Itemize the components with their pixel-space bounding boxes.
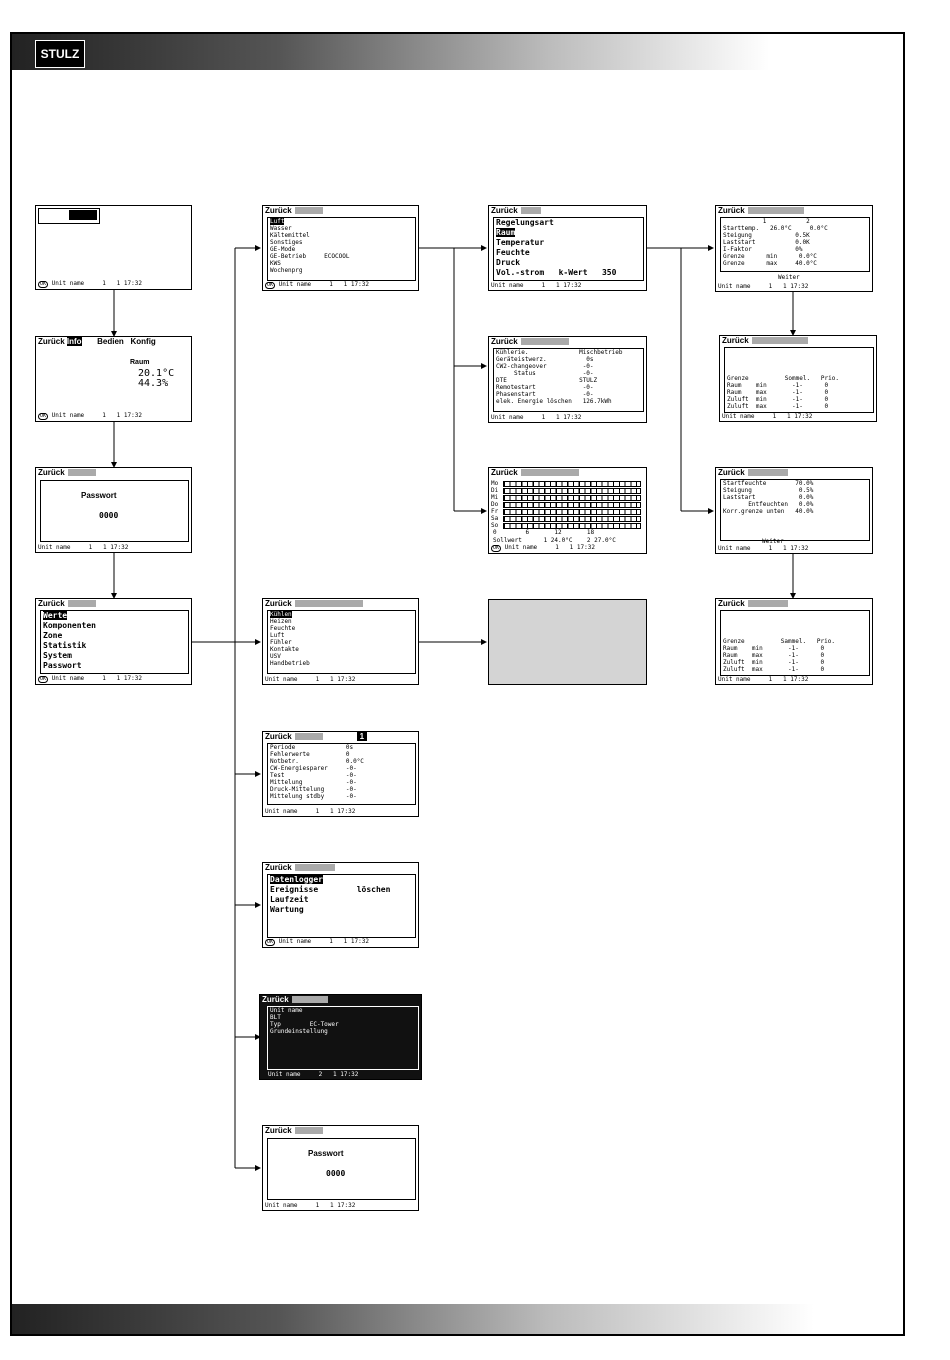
list-item[interactable]: Steigung 0.5% <box>723 487 814 494</box>
list-item[interactable]: Komponenten <box>43 621 96 630</box>
list-item[interactable]: Zone <box>43 631 63 640</box>
list-item[interactable]: Statistik <box>43 641 87 650</box>
list-item[interactable]: Ereignisse löschen <box>270 885 391 894</box>
back-button[interactable]: Zurück <box>265 599 292 608</box>
day-label: Mi <box>491 494 499 501</box>
list-item[interactable]: Mittelung stdby -0- <box>270 793 357 800</box>
list-item[interactable]: Feuchte <box>496 248 530 257</box>
list-item[interactable]: Wochenprg <box>270 267 303 274</box>
week-row[interactable] <box>491 480 644 487</box>
tab-bedien[interactable]: Bedien <box>97 337 124 346</box>
day-slots[interactable] <box>503 523 641 529</box>
list-item[interactable]: Wasser <box>270 225 292 232</box>
day-label: Mo <box>491 480 499 487</box>
list-item[interactable]: Startfeuchte 70.0% <box>723 480 814 487</box>
status-icons <box>38 208 100 224</box>
back-button[interactable]: Zurück <box>38 468 65 477</box>
screen-statistik <box>262 862 419 948</box>
status-line: Unit name 1 1 17:32 <box>265 808 356 815</box>
selected-item[interactable]: Kühlen <box>270 611 292 618</box>
list-item[interactable]: Zuluft max -1- 0 <box>727 403 829 410</box>
screen-grenze-1 <box>719 335 877 422</box>
back-button[interactable]: Zurück <box>491 468 518 477</box>
list-item[interactable]: Status -0- <box>496 370 594 377</box>
week-row[interactable] <box>491 515 644 522</box>
ok-icon: OK <box>40 281 47 287</box>
list-item[interactable]: CW-Energiesparer -0- <box>270 765 357 772</box>
list-item[interactable]: Grundeinstellung <box>270 1028 328 1035</box>
back-button[interactable]: Zurück <box>718 599 745 608</box>
status-line: Unit name 1 1 17:32 <box>491 282 582 289</box>
status-line: Unit name 1 1 17:32 <box>51 412 142 419</box>
list-item[interactable]: Kühlerie. Mischbetrieb <box>496 349 623 356</box>
list-item[interactable]: Phasenstart -0- <box>496 391 594 398</box>
list-item[interactable]: Temperatur <box>496 238 545 247</box>
list-item[interactable]: Zuluft max -1- 0 <box>723 666 825 673</box>
week-row[interactable] <box>491 487 644 494</box>
list-item[interactable]: Geräteistwerz. 0s <box>496 356 594 363</box>
list-item[interactable]: Kältemittel <box>270 232 310 239</box>
back-button[interactable]: Zurück <box>265 206 292 215</box>
list-item[interactable]: DTE STULZ <box>496 377 598 384</box>
list-item[interactable]: Sonstiges <box>270 239 303 246</box>
list-item[interactable]: Fühler <box>270 639 292 646</box>
password-input[interactable]: 0000 <box>326 1169 346 1178</box>
day-label: Sa <box>491 515 499 522</box>
status-line: Unit name 1 1 17:32 <box>504 544 595 551</box>
status-line: Unit name 1 1 17:32 <box>38 544 129 551</box>
list-item[interactable]: Remotestart -0- <box>496 384 594 391</box>
screen-placeholder <box>488 599 647 685</box>
list-item[interactable]: Regelungsart <box>496 218 554 227</box>
list-item[interactable]: Raum max -1- 0 <box>727 389 829 396</box>
list-item[interactable]: Mittelung -0- <box>270 779 357 786</box>
list-item[interactable]: Feuchte <box>270 625 296 632</box>
list-item[interactable] <box>268 875 415 885</box>
ok-icon: OK <box>40 413 47 419</box>
list-item[interactable]: Handbetrieb <box>270 660 310 667</box>
screen-password <box>35 467 192 553</box>
selected-item[interactable]: Luft <box>270 218 285 225</box>
back-button[interactable]: Zurück <box>38 599 65 608</box>
day-slots[interactable] <box>503 488 641 494</box>
status-line: Unit name 1 1 17:32 <box>718 283 809 290</box>
list-item[interactable]: Fehlerwerte 0 <box>270 751 350 758</box>
day-slots[interactable] <box>503 509 641 515</box>
ok-icon: OK <box>267 939 274 945</box>
list-item[interactable]: Druck <box>496 258 521 267</box>
status-line: Unit name 1 1 17:32 <box>278 281 369 288</box>
list-item[interactable]: Vol.-strom k-Wert 350 <box>496 268 617 277</box>
screen-temperatur <box>715 205 873 292</box>
list-item[interactable]: Zuluft min -1- 0 <box>727 396 829 403</box>
list-item[interactable]: USV <box>270 653 281 660</box>
list-item[interactable]: Entfeuchten 0.0% <box>723 501 814 508</box>
list-item[interactable]: GE-Mode <box>270 246 296 253</box>
list-item[interactable]: Periode 0s <box>270 744 354 751</box>
list-item[interactable]: Kontakte <box>270 646 299 653</box>
list-item[interactable]: Laufzeit <box>270 895 309 904</box>
list-item[interactable] <box>494 228 643 238</box>
day-slots[interactable] <box>503 516 641 522</box>
selected-item[interactable]: Datenlogger <box>270 875 323 884</box>
back-button[interactable]: Zurück <box>718 468 745 477</box>
list-item[interactable]: Grenze Sammel. Prio. <box>723 638 835 645</box>
tab-info[interactable]: Info <box>66 337 82 346</box>
hum-value: 44.3% <box>138 378 169 389</box>
list-item[interactable]: Korr.grenze unten 40.0% <box>723 508 814 515</box>
week-row[interactable] <box>491 501 644 508</box>
back-button[interactable]: Zurück <box>265 732 292 741</box>
status-line: Unit name 1 1 17:32 <box>718 545 809 552</box>
status-line: Unit name 1 1 17:32 <box>278 938 369 945</box>
list-item[interactable]: Passwort <box>43 661 82 670</box>
brand-logo: STULZ <box>35 40 85 68</box>
screen-menu <box>35 598 192 685</box>
list-item[interactable] <box>268 611 415 618</box>
status-line: Unit name 1 1 17:32 <box>265 1202 356 1209</box>
password-input[interactable]: 0000 <box>99 511 119 520</box>
selected-item[interactable]: Werte <box>43 611 68 620</box>
back-button[interactable]: Zurück <box>38 337 65 346</box>
temp-value: 20.1°C <box>138 368 175 379</box>
zone-badge: 1 <box>357 732 367 741</box>
list-item[interactable]: I-Faktor 0% <box>723 246 803 253</box>
list-item[interactable]: Raum max -1- 0 <box>723 652 825 659</box>
list-item[interactable]: Heizen <box>270 618 292 625</box>
day-label: Do <box>491 501 499 508</box>
list-item[interactable]: Test -0- <box>270 772 357 779</box>
day-slots[interactable] <box>503 481 641 487</box>
status-line: Unit name 1 1 17:32 <box>51 675 142 682</box>
selected-item[interactable]: Raum <box>496 228 516 237</box>
back-button[interactable]: Zurück <box>265 863 292 872</box>
tab-konfig[interactable]: Konfig <box>130 337 156 346</box>
list-item[interactable]: Raum min -1- 0 <box>723 645 825 652</box>
status-line: Unit name 1 1 17:32 <box>722 413 813 420</box>
setpoint-line: Sollwert 1 24.0°C 2 27.0°C <box>493 537 616 544</box>
screen-werte <box>262 205 419 291</box>
screen-feuchte <box>715 467 873 554</box>
back-button[interactable]: Zurück <box>491 206 518 215</box>
list-item[interactable]: Laststart 0.0K <box>723 239 810 246</box>
back-button[interactable]: Zurück <box>722 336 749 345</box>
day-label: Fr <box>491 508 499 515</box>
back-button[interactable]: Zurück <box>262 995 289 1004</box>
back-button[interactable]: Zurück <box>491 337 518 346</box>
list-item[interactable]: Grenze Sommel. Prio. <box>727 375 839 382</box>
status-line: Unit name 1 1 17:32 <box>491 414 582 421</box>
room-label: Raum <box>130 359 150 366</box>
list-item[interactable]: System <box>43 651 72 660</box>
list-item[interactable] <box>41 611 188 621</box>
day-slots[interactable] <box>503 502 641 508</box>
next-button[interactable]: Weiter <box>778 274 800 281</box>
list-item[interactable]: CW2-changeover -0- <box>496 363 594 370</box>
screen-system <box>259 994 422 1080</box>
status-line: Unit name 1 1 17:32 <box>718 676 809 683</box>
screen-password-2 <box>262 1125 419 1211</box>
list-item[interactable]: Laststart 0.0% <box>723 494 814 501</box>
list-item[interactable]: BLT <box>270 1014 281 1021</box>
list-item[interactable]: elek. Energie löschen 126.7kWh <box>496 398 612 405</box>
week-row[interactable] <box>491 494 644 501</box>
list-item[interactable]: Unit name <box>270 1007 303 1014</box>
status-line: Unit name 2 1 17:32 <box>268 1071 359 1078</box>
list-item[interactable]: Typ EC-Tower <box>270 1021 339 1028</box>
password-label: Passwort <box>81 491 117 500</box>
day-label: Di <box>491 487 499 494</box>
day-label: So <box>491 522 499 529</box>
next-button[interactable]: Weiter <box>762 538 784 545</box>
list-item[interactable]: Starttemp. 26.0°C 0.0°C <box>723 225 828 232</box>
list-item[interactable]: Grenze max 40.0°C <box>723 260 817 267</box>
list-item[interactable]: Luft <box>270 632 285 639</box>
back-button[interactable]: Zurück <box>265 1126 292 1135</box>
list-item[interactable]: KWS <box>270 260 281 267</box>
day-slots[interactable] <box>503 495 641 501</box>
ok-icon: OK <box>267 282 274 288</box>
list-item[interactable]: Grenze min 0.0°C <box>723 253 817 260</box>
list-item[interactable]: Zuluft min -1- 0 <box>723 659 825 666</box>
list-item[interactable] <box>268 218 415 225</box>
ok-icon: OK <box>40 676 47 682</box>
list-item[interactable]: Wartung <box>270 905 304 914</box>
screen-grenze-2 <box>715 598 873 685</box>
week-row[interactable] <box>491 522 644 529</box>
password-label: Passwort <box>308 1149 344 1158</box>
ok-icon: OK <box>493 545 500 551</box>
week-row[interactable] <box>491 508 644 515</box>
screen-regelung <box>488 205 647 291</box>
status-line: Unit name 1 1 17:32 <box>265 676 356 683</box>
screen-main <box>35 205 192 290</box>
list-item[interactable]: Steigung 0.5K <box>723 232 810 239</box>
screen-wochenprg <box>488 467 647 554</box>
list-item[interactable]: Notbetr. 0.0°C <box>270 758 364 765</box>
hour-scale: 0 6 12 18 <box>493 529 595 536</box>
screen-info <box>35 336 192 422</box>
list-item[interactable]: 1 2 <box>723 218 810 225</box>
screen-zone <box>262 731 419 817</box>
list-item[interactable]: GE-Betrieb ECOCOOL <box>270 253 350 260</box>
screen-kuehlen <box>488 336 647 423</box>
screen-komponenten <box>262 598 419 685</box>
back-button[interactable]: Zurück <box>718 206 745 215</box>
list-item[interactable]: Raum min -1- 0 <box>727 382 829 389</box>
status-line: Unit name 1 1 17:32 <box>51 280 142 287</box>
list-item[interactable]: Druck-Mittelung -0- <box>270 786 357 793</box>
